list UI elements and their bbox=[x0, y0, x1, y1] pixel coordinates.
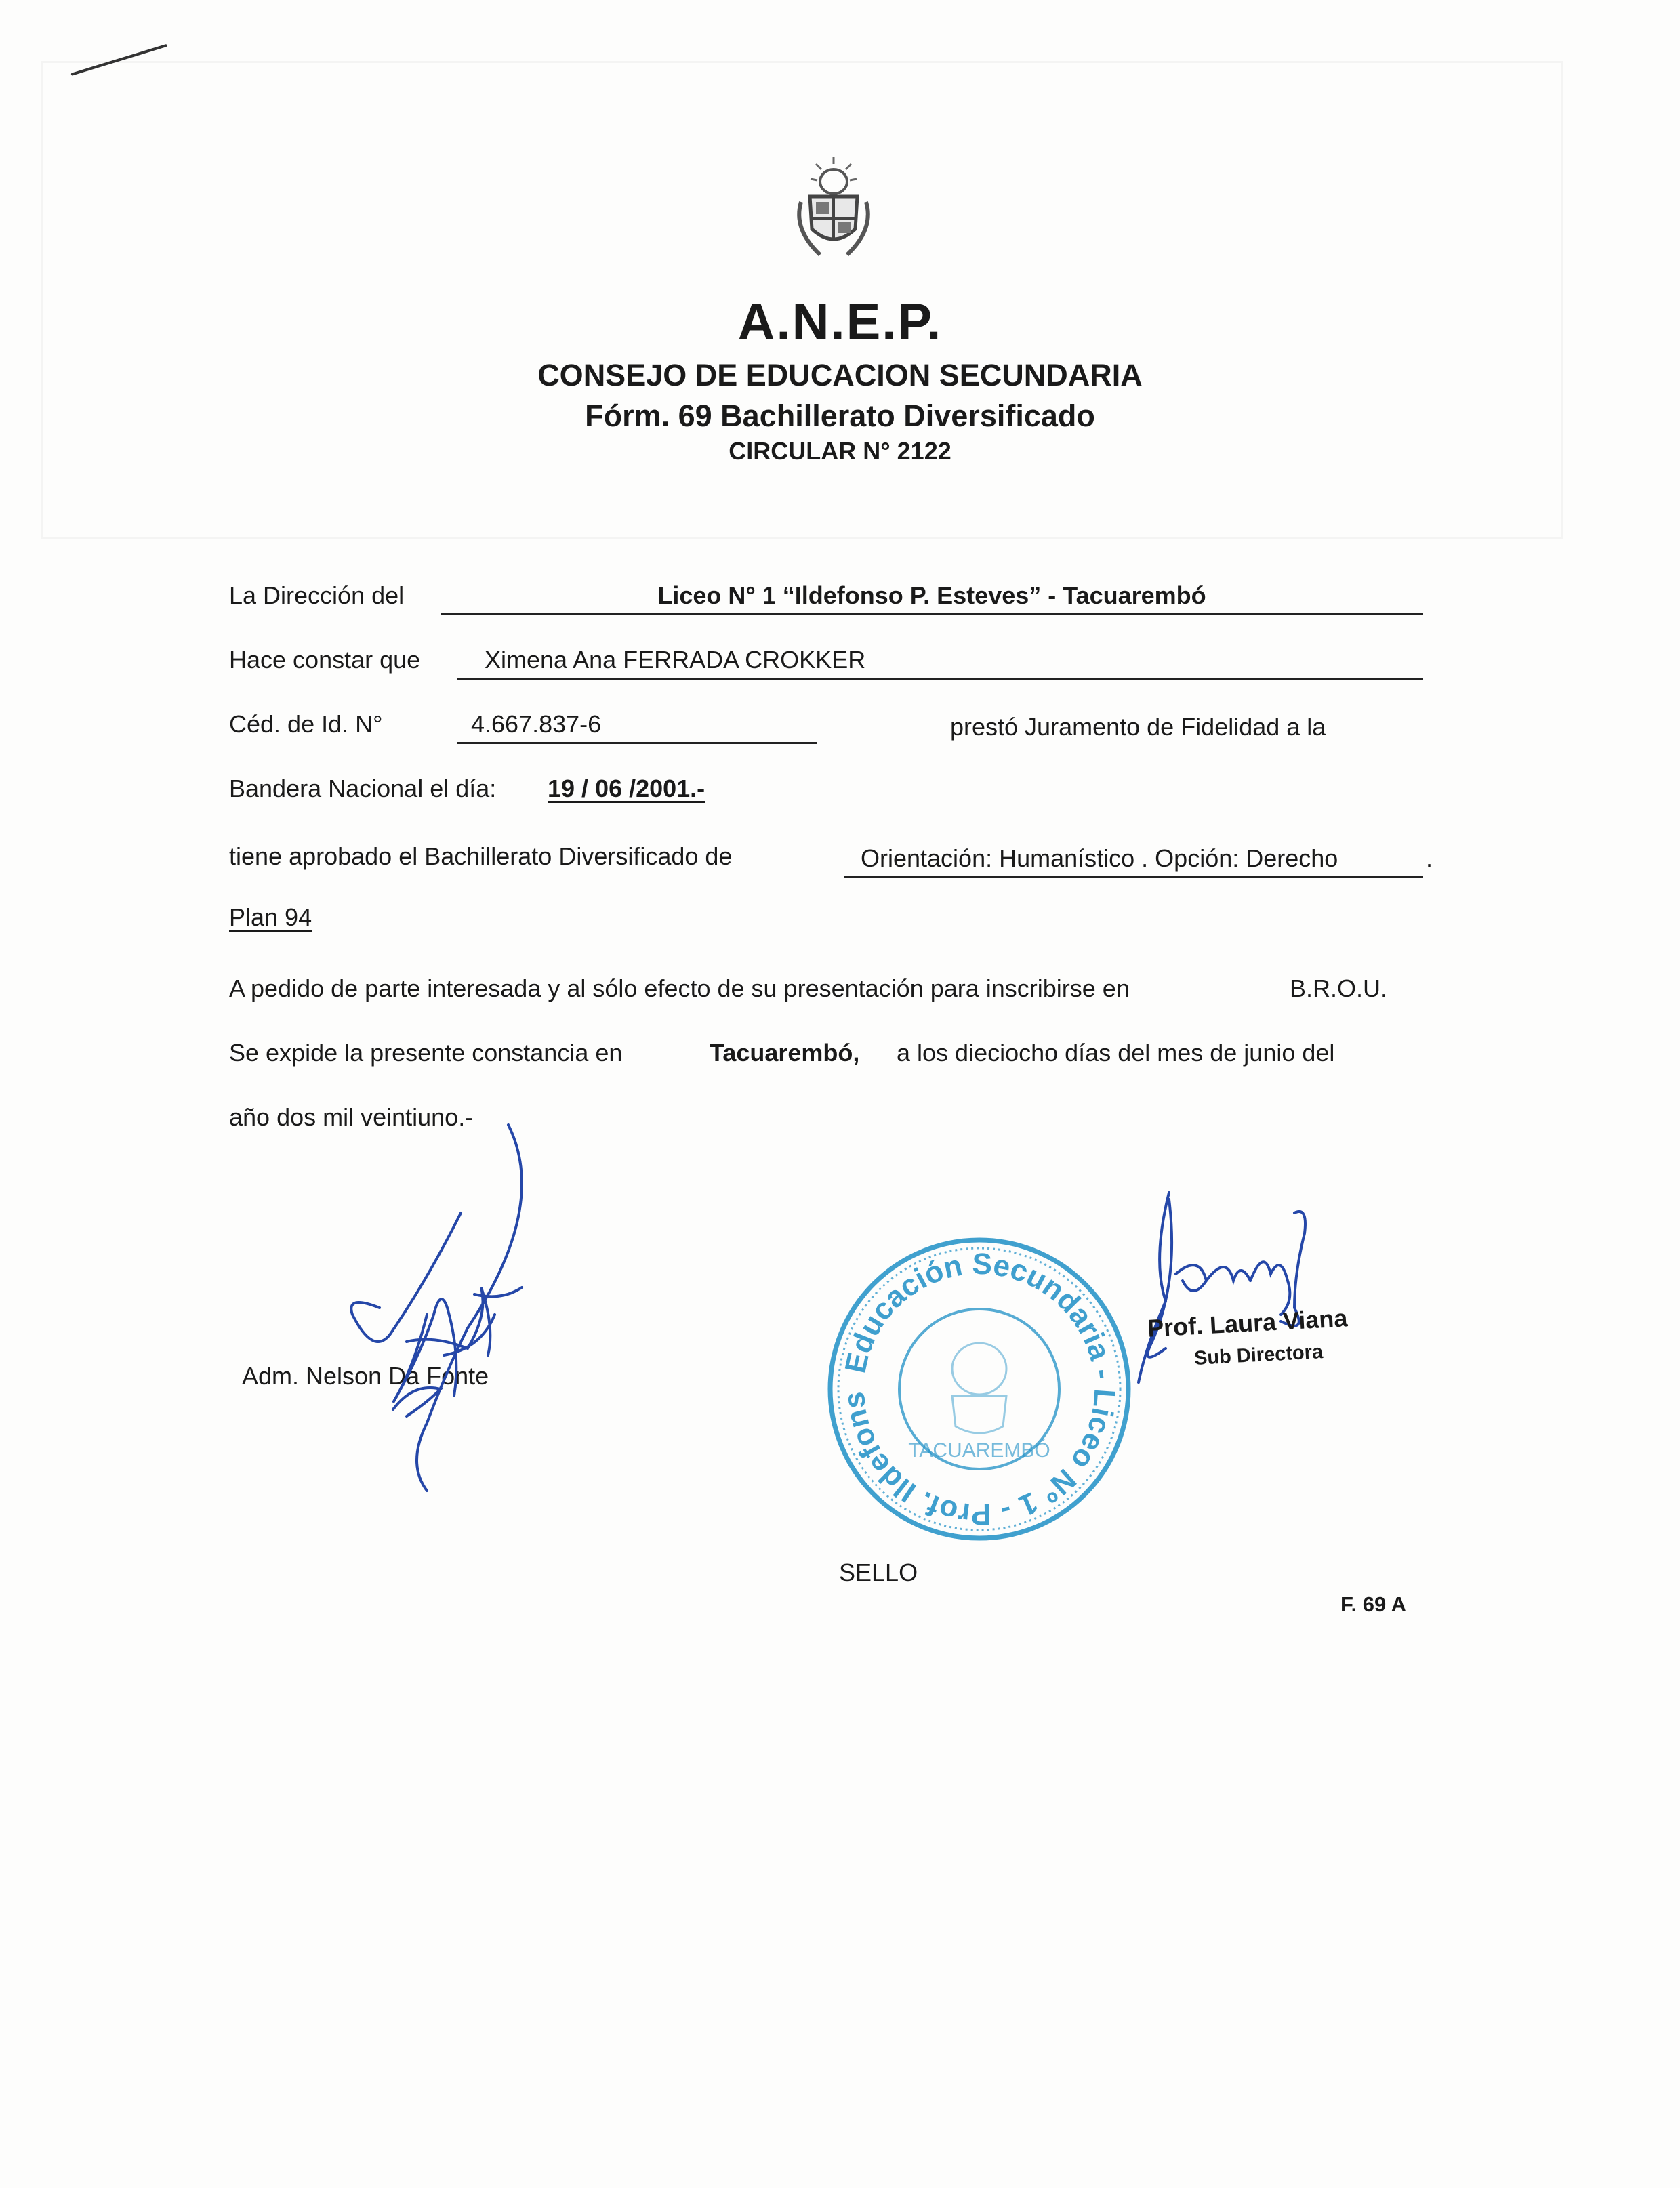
ced-label: Céd. de Id. N° bbox=[229, 710, 383, 738]
direccion-label: La Dirección del bbox=[229, 581, 405, 609]
bandera-date: 19 / 06 /2001.- bbox=[548, 775, 705, 802]
constar-label: Hace constar que bbox=[229, 646, 421, 674]
direccion-value: Liceo N° 1 “Ildefonso P. Esteves” - Tacuarembó bbox=[441, 581, 1423, 615]
council-title: CONSEJO DE EDUCACION SECUNDARIA bbox=[537, 358, 1143, 392]
pedido-value: B.R.O.U. bbox=[1290, 974, 1388, 1002]
expide-city: Tacuarembó, bbox=[710, 1039, 860, 1067]
school-stamp-icon bbox=[814, 1207, 1135, 1545]
expide-pre: Se expide la presente constancia en bbox=[229, 1039, 623, 1067]
stamp-ring-text: Educación Secundaria - Liceo Nº 1 - Prof. Ildefonso P. bbox=[814, 1207, 1122, 1531]
right-signatory-name: Prof. Laura Viana bbox=[1147, 1304, 1349, 1342]
pedido-text: A pedido de parte interesada y al sólo efecto de su presentación para inscribirse en bbox=[229, 974, 1130, 1002]
left-signatory-name: Adm. Nelson Da Fonte bbox=[242, 1362, 489, 1390]
right-signatory-title: Sub Directora bbox=[1193, 1341, 1324, 1369]
aprobado-label: tiene aprobado el Bachillerato Diversificado de bbox=[229, 842, 733, 870]
stamp-label: SELLO bbox=[839, 1559, 918, 1586]
expide-post: a los dieciocho días del mes de junio del bbox=[897, 1039, 1335, 1067]
bandera-label: Bandera Nacional el día: bbox=[229, 775, 497, 802]
form-code: F. 69 A bbox=[1340, 1592, 1407, 1616]
form-title: Fórm. 69 Bachillerato Diversificado bbox=[585, 398, 1095, 433]
left-signature-icon bbox=[325, 1111, 542, 1518]
stamp-center-text: TACUAREMBÓ bbox=[908, 1439, 1050, 1462]
aprobado-end: . bbox=[1426, 844, 1433, 872]
ced-value: 4.667.837-6 bbox=[457, 710, 817, 744]
coat-of-arms-icon bbox=[786, 154, 881, 263]
juramento-text: prestó Juramento de Fidelidad a la bbox=[950, 713, 1326, 741]
aprobado-value: Orientación: Humanístico . Opción: Derecho bbox=[844, 844, 1423, 878]
constar-value: Ximena Ana FERRADA CROKKER bbox=[457, 646, 1423, 680]
circular-number: CIRCULAR N° 2122 bbox=[729, 437, 951, 465]
anio-text: año dos mil veintiuno.- bbox=[229, 1103, 474, 1131]
plan-text: Plan 94 bbox=[229, 903, 312, 931]
org-title: A.N.E.P. bbox=[737, 293, 943, 351]
